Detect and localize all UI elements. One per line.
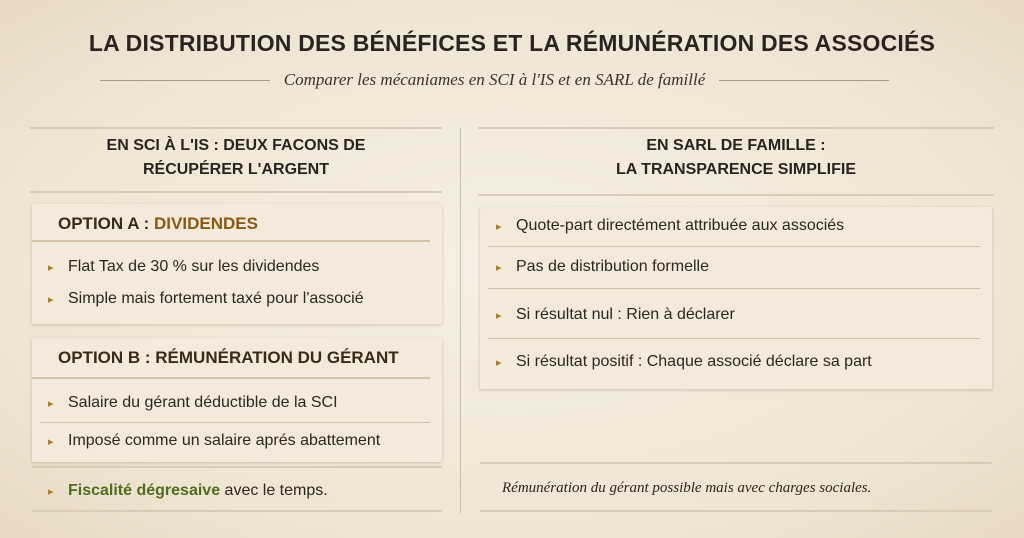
option-a-item-text: Flat Tax de 30 % sur les dividendes — [68, 258, 320, 275]
subtitle-rule-right — [719, 80, 889, 81]
option-a-item — [48, 290, 364, 308]
right-item — [496, 258, 709, 276]
subtitle-rule-left — [100, 80, 270, 81]
option-a-title — [58, 214, 258, 234]
bullet-icon: ▸ — [48, 293, 54, 306]
left-heading-line2: RÉCUPÉRER L'ARGENT — [142, 161, 330, 178]
bullet-icon: ▸ — [496, 261, 502, 274]
option-b-item-text: Imposé comme un salaire aprés abattement — [68, 432, 381, 449]
right-separator — [488, 246, 980, 247]
column-divider — [460, 128, 461, 513]
highlight-text: Fiscalité dégresaive — [68, 482, 221, 499]
option-a-item — [48, 258, 319, 276]
right-separator — [488, 338, 980, 339]
left-column-heading — [30, 134, 442, 182]
subtitle-row — [100, 68, 889, 92]
bullet-icon: ▸ — [48, 261, 54, 274]
note-top-divider — [480, 462, 992, 464]
option-b-title: OPTION B : RÉMUNÉRATION DU GÉRANT — [58, 348, 399, 367]
right-item — [496, 353, 872, 371]
option-b-separator — [40, 422, 430, 423]
bullet-icon: ▸ — [496, 309, 502, 322]
right-heading-line2: LA TRANSPARENCE SIMPLIFIE — [615, 161, 856, 178]
top-divider-right — [478, 127, 994, 129]
page-title: LA DISTRIBUTION DES BÉNÉFICES ET LA RÉMUNÉRATION DES ASSOCIÉS — [88, 30, 936, 56]
option-b-highlight-item — [48, 482, 328, 500]
bullet-icon: ▸ — [48, 485, 54, 498]
left-heading-line1: EN SCI À L'IS : DEUX FACONS DE — [106, 137, 366, 154]
option-a-item-text: Simple mais fortement taxé pour l'associé — [68, 290, 364, 307]
bullet-icon: ▸ — [48, 435, 54, 448]
option-b-underline — [32, 377, 430, 379]
right-column-heading — [478, 134, 994, 182]
left-bottom-divider — [32, 510, 442, 512]
left-heading-divider — [30, 191, 442, 193]
option-b-item — [48, 394, 338, 412]
right-heading-line1: EN SARL DE FAMILLE : — [646, 137, 826, 154]
right-bottom-divider — [480, 510, 992, 512]
page-subtitle: Comparer les mécaniames en SCI à l'IS et en SARL de famillé — [283, 70, 706, 89]
option-b-item-text: Salaire du gérant déductible de la SCI — [68, 394, 338, 411]
right-item-text: Si résultat positif : Chaque associé déclare sa part — [516, 353, 872, 370]
right-item-text: Si résultat nul : Rien à déclarer — [516, 306, 735, 323]
option-a-name: DIVIDENDES — [154, 214, 258, 233]
option-a-prefix: OPTION A : — [58, 214, 155, 233]
highlight-suffix: avec le temps. — [220, 482, 328, 499]
bullet-icon: ▸ — [496, 220, 502, 233]
bullet-icon: ▸ — [48, 397, 54, 410]
right-separator — [488, 288, 980, 289]
right-item-text: Pas de distribution formelle — [516, 258, 709, 275]
right-item — [496, 306, 735, 324]
right-note: Rémunération du gérant possible mais avec charges sociales. — [502, 480, 872, 496]
bullet-icon: ▸ — [496, 356, 502, 369]
right-heading-divider — [478, 194, 994, 196]
right-item — [496, 217, 844, 235]
option-b-item — [48, 432, 380, 450]
right-item-text: Quote-part directément attribuée aux associés — [516, 217, 845, 234]
option-a-underline — [32, 240, 430, 242]
option-b-bottom-divider — [32, 466, 442, 468]
top-divider-left — [30, 127, 442, 129]
